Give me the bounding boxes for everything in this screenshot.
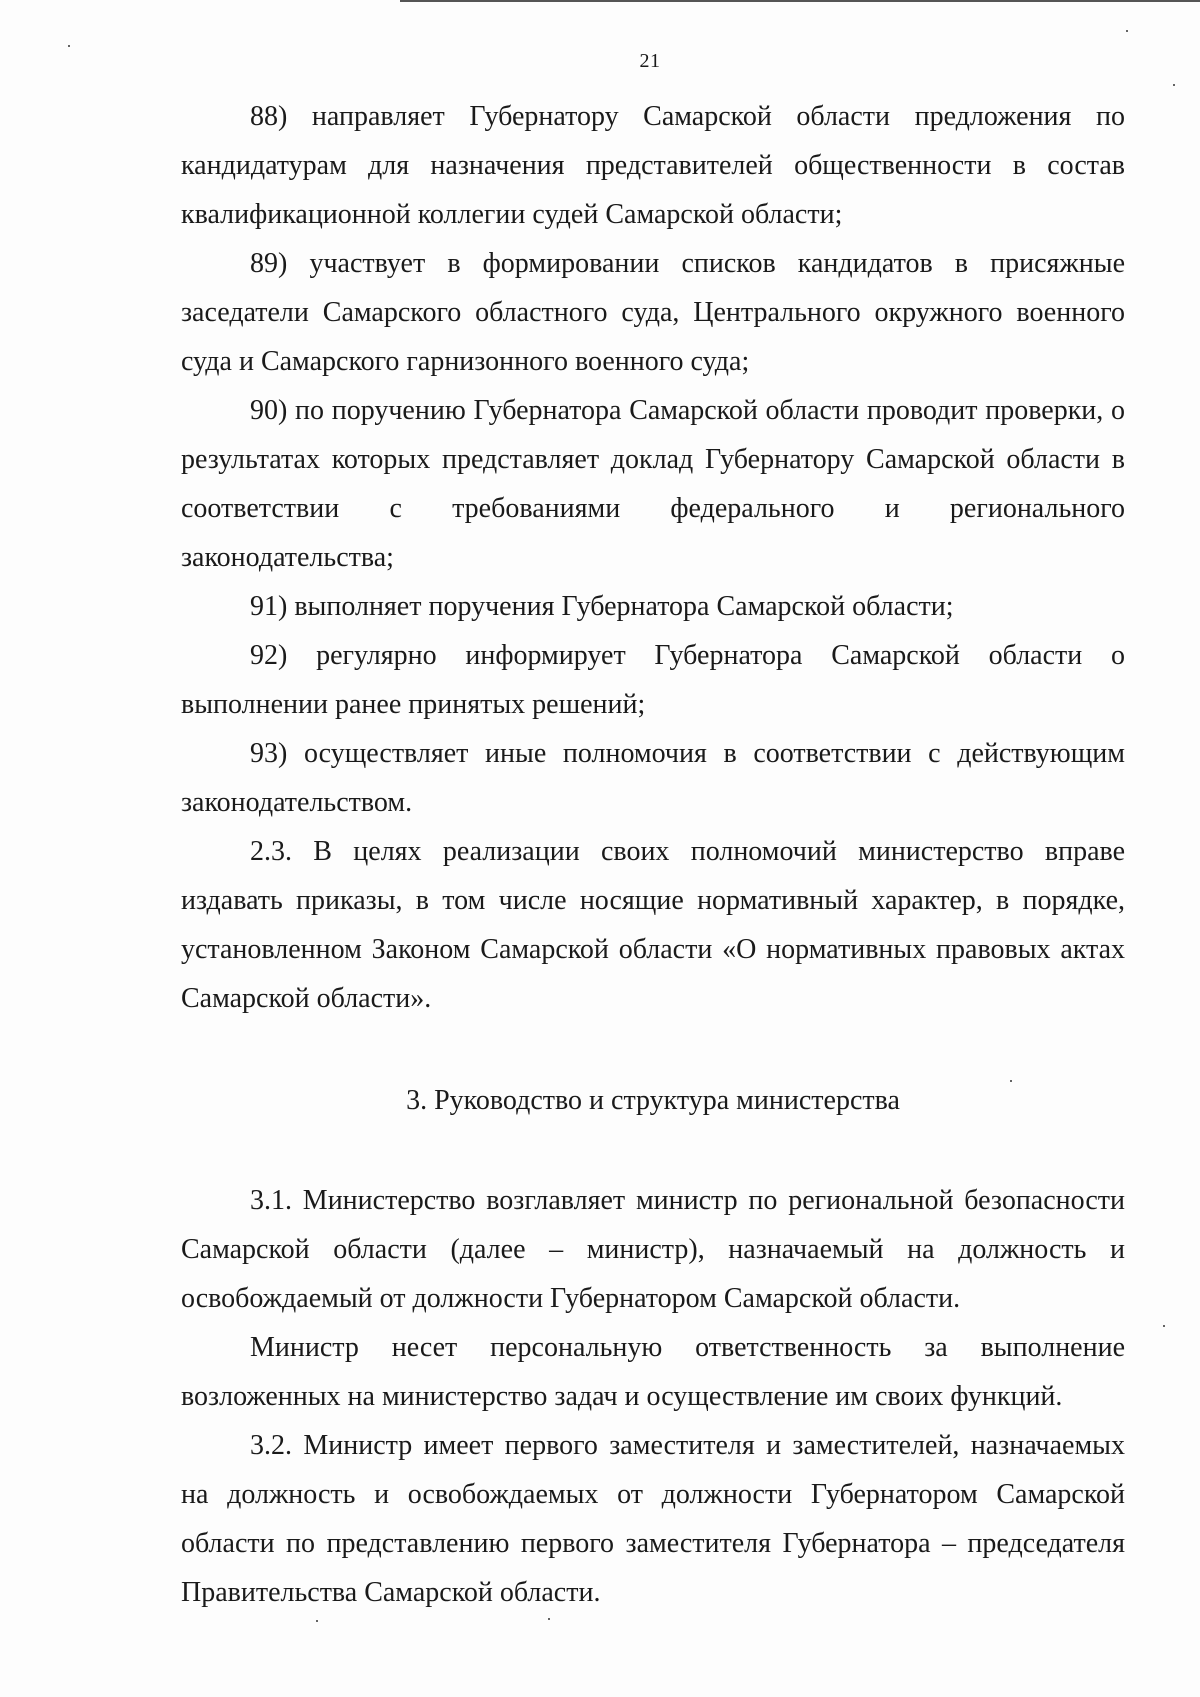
scan-speck [1163,1325,1165,1327]
document-body [181,92,1125,1617]
scan-speck [1010,1080,1012,1082]
paragraph-89: 89) участвует в формировании списков кандидатов в присяжные заседатели Самарского областного суда, Центрального окружного военного суда и Самарского гарнизонного военного суда; [181,248,1125,377]
scan-speck [68,45,70,47]
paragraph-3-1: 3.1. Министерство возглавляет министр по региональной безопасности Самарской области (далее – министр), назначаемый на должность и освобождаемый от должности Губернатором Самарской области. [181,1185,1125,1314]
paragraph-minister: Министр несет персональную ответственность за выполнение возложенных на министерство задач и осуществление им своих функций. [181,1332,1125,1412]
top-rule [400,0,1200,2]
paragraph-91: 91) выполняет поручения Губернатора Самарской области; [250,591,954,622]
paragraph-93: 93) осуществляет иные полномочия в соответствии с действующим законодательством. [181,738,1125,818]
paragraph-90: 90) по поручению Губернатора Самарской области проводит проверки, о результатах которых представляет доклад Губернатору Самарской области в соответствии с требованиями федерального и регионального законодательства; [181,395,1125,573]
paragraph-88: 88) направляет Губернатору Самарской области предложения по кандидатурам для назначения представителей общественности в состав квалификационной коллегии судей Самарской области; [181,101,1125,230]
scan-speck [1173,84,1175,86]
scan-speck [1126,30,1128,32]
scan-speck [548,1618,550,1620]
section-heading: 3. Руководство и структура министерства [406,1085,900,1116]
paragraph-92: 92) регулярно информирует Губернатора Самарской области о выполнении ранее принятых решений; [181,640,1125,720]
page-number: 21 [639,50,661,72]
paragraph-2-3: 2.3. В целях реализации своих полномочий министерство вправе издавать приказы, в том числе носящие нормативный характер, в порядке, установленном Законом Самарской области «О нормативных правовых актах Самарской области». [181,836,1125,1014]
scan-speck [316,1620,318,1622]
paragraph-3-2: 3.2. Министр имеет первого заместителя и заместителей, назначаемых на должность и освобождаемых от должности Губернатором Самарской области по представлению первого заместителя Губернатора – председателя Правительства Самарской области. [181,1430,1125,1608]
